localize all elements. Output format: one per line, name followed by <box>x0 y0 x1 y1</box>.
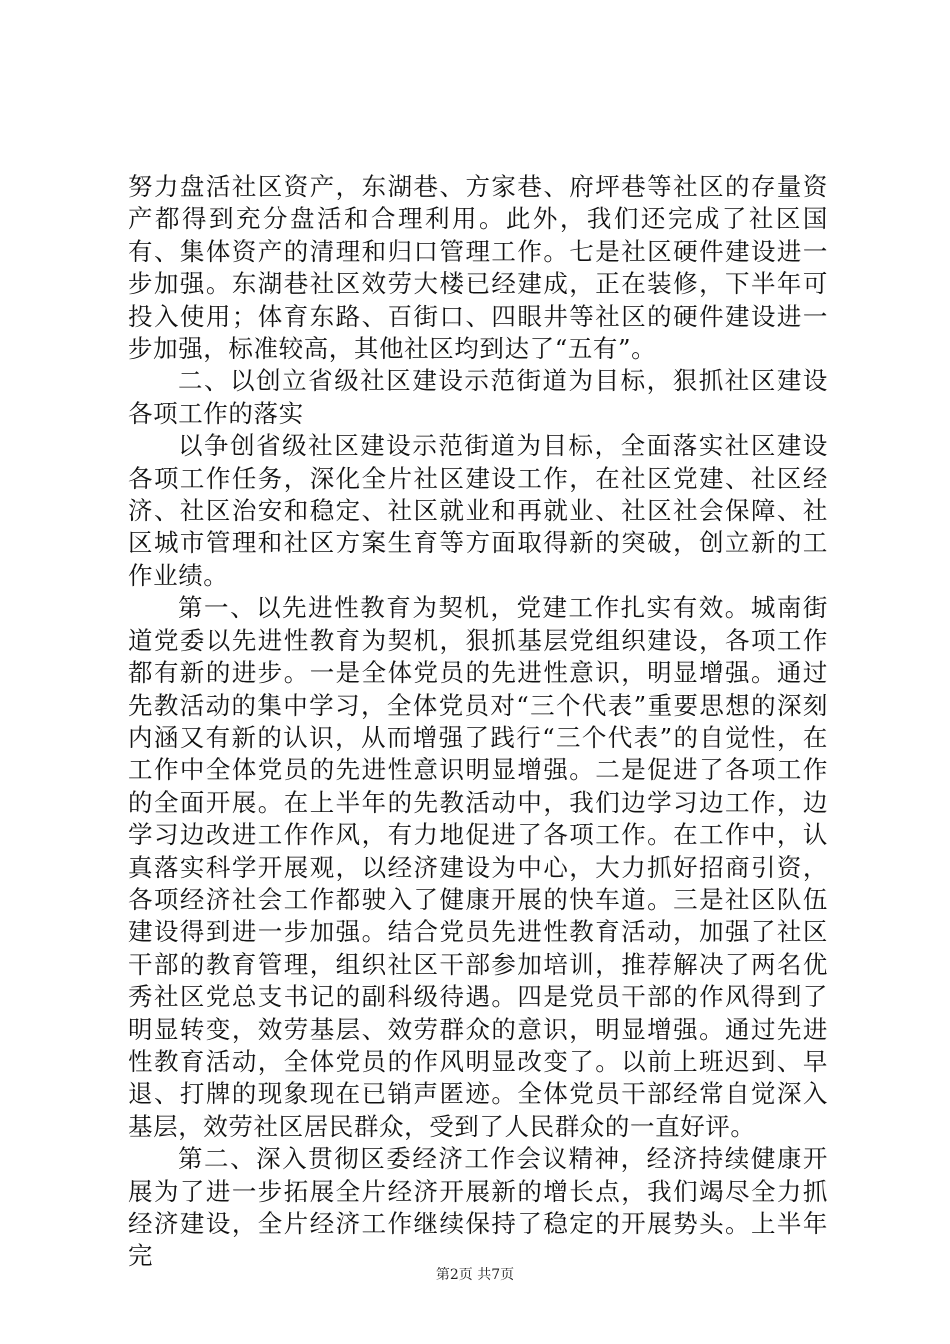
section-heading: 二、以创立省级社区建设示范街道为目标，狠抓社区建设各项工作的落实 <box>128 366 828 428</box>
page-number-footer: 第2页 共7页 <box>435 1267 515 1283</box>
paragraph-economy: 第二、深入贯彻区委经济工作会议精神，经济持续健康开展为了进一步拓展全片经济开展新的增长点，我们竭尽全力抓经济建设，全片经济工作继续保持了稳定的开展势头。上半年完 <box>128 1144 828 1271</box>
document-body <box>128 171 828 1273</box>
paragraph-intro: 以争创省级社区建设示范街道为目标，全面落实社区建设各项工作任务，深化全片社区建设工作，在社区党建、社区经济、社区治安和稳定、社区就业和再就业、社区社会保障、社区城市管理和社区方案生育等方面取得新的突破，创立新的工作业绩。 <box>128 431 828 590</box>
paragraph-party-building: 第一、以先进性教育为契机，党建工作扎实有效。城南街道党委以先进性教育为契机，狠抓基层党组织建设，各项工作都有新的进步。一是全体党员的先进性意识，明显增强。通过先教活动的集中学习，全体党员对“三个代表”重要思想的深刻内涵又有新的认识，从而增强了践行“三个代表”的自觉性，在工作中全体党员的先进性意识明显增强。二是促进了各项工作的全面开展。在上半年的先教活动中，我们边学习边工作，边学习边改进工作作风，有力地促进了各项工作。在工作中，认真落实科学开展观，以经济建设为中心，大力抓好招商引资，各项经济社会工作都驶入了健康开展的快车道。三是社区队伍建设得到进一步加强。结合党员先进性教育活动，加强了社区干部的教育管理，组织社区干部参加培训，推荐解决了两名优秀社区党总支书记的副科级待遇。四是党员干部的作风得到了明显转变，效劳基层、效劳群众的意识，明显增强。通过先进性教育活动，全体党员的作风明显改变了。以前上班迟到、早退、打牌的现象现在已销声匿迹。全体党员干部经常自觉深入基层，效劳社区居民群众，受到了人民群众的一直好评。 <box>128 593 828 1141</box>
paragraph-continuation: 努力盘活社区资产，东湖巷、方家巷、府坪巷等社区的存量资产都得到充分盘活和合理利用。此外，我们还完成了社区国有、集体资产的清理和归口管理工作。七是社区硬件建设进一步加强。东湖巷社区效劳大楼已经建成，正在装修，下半年可投入使用；体育东路、百街口、四眼井等社区的硬件建设进一步加强，标准较高，其他社区均到达了“五有”。 <box>128 172 828 364</box>
